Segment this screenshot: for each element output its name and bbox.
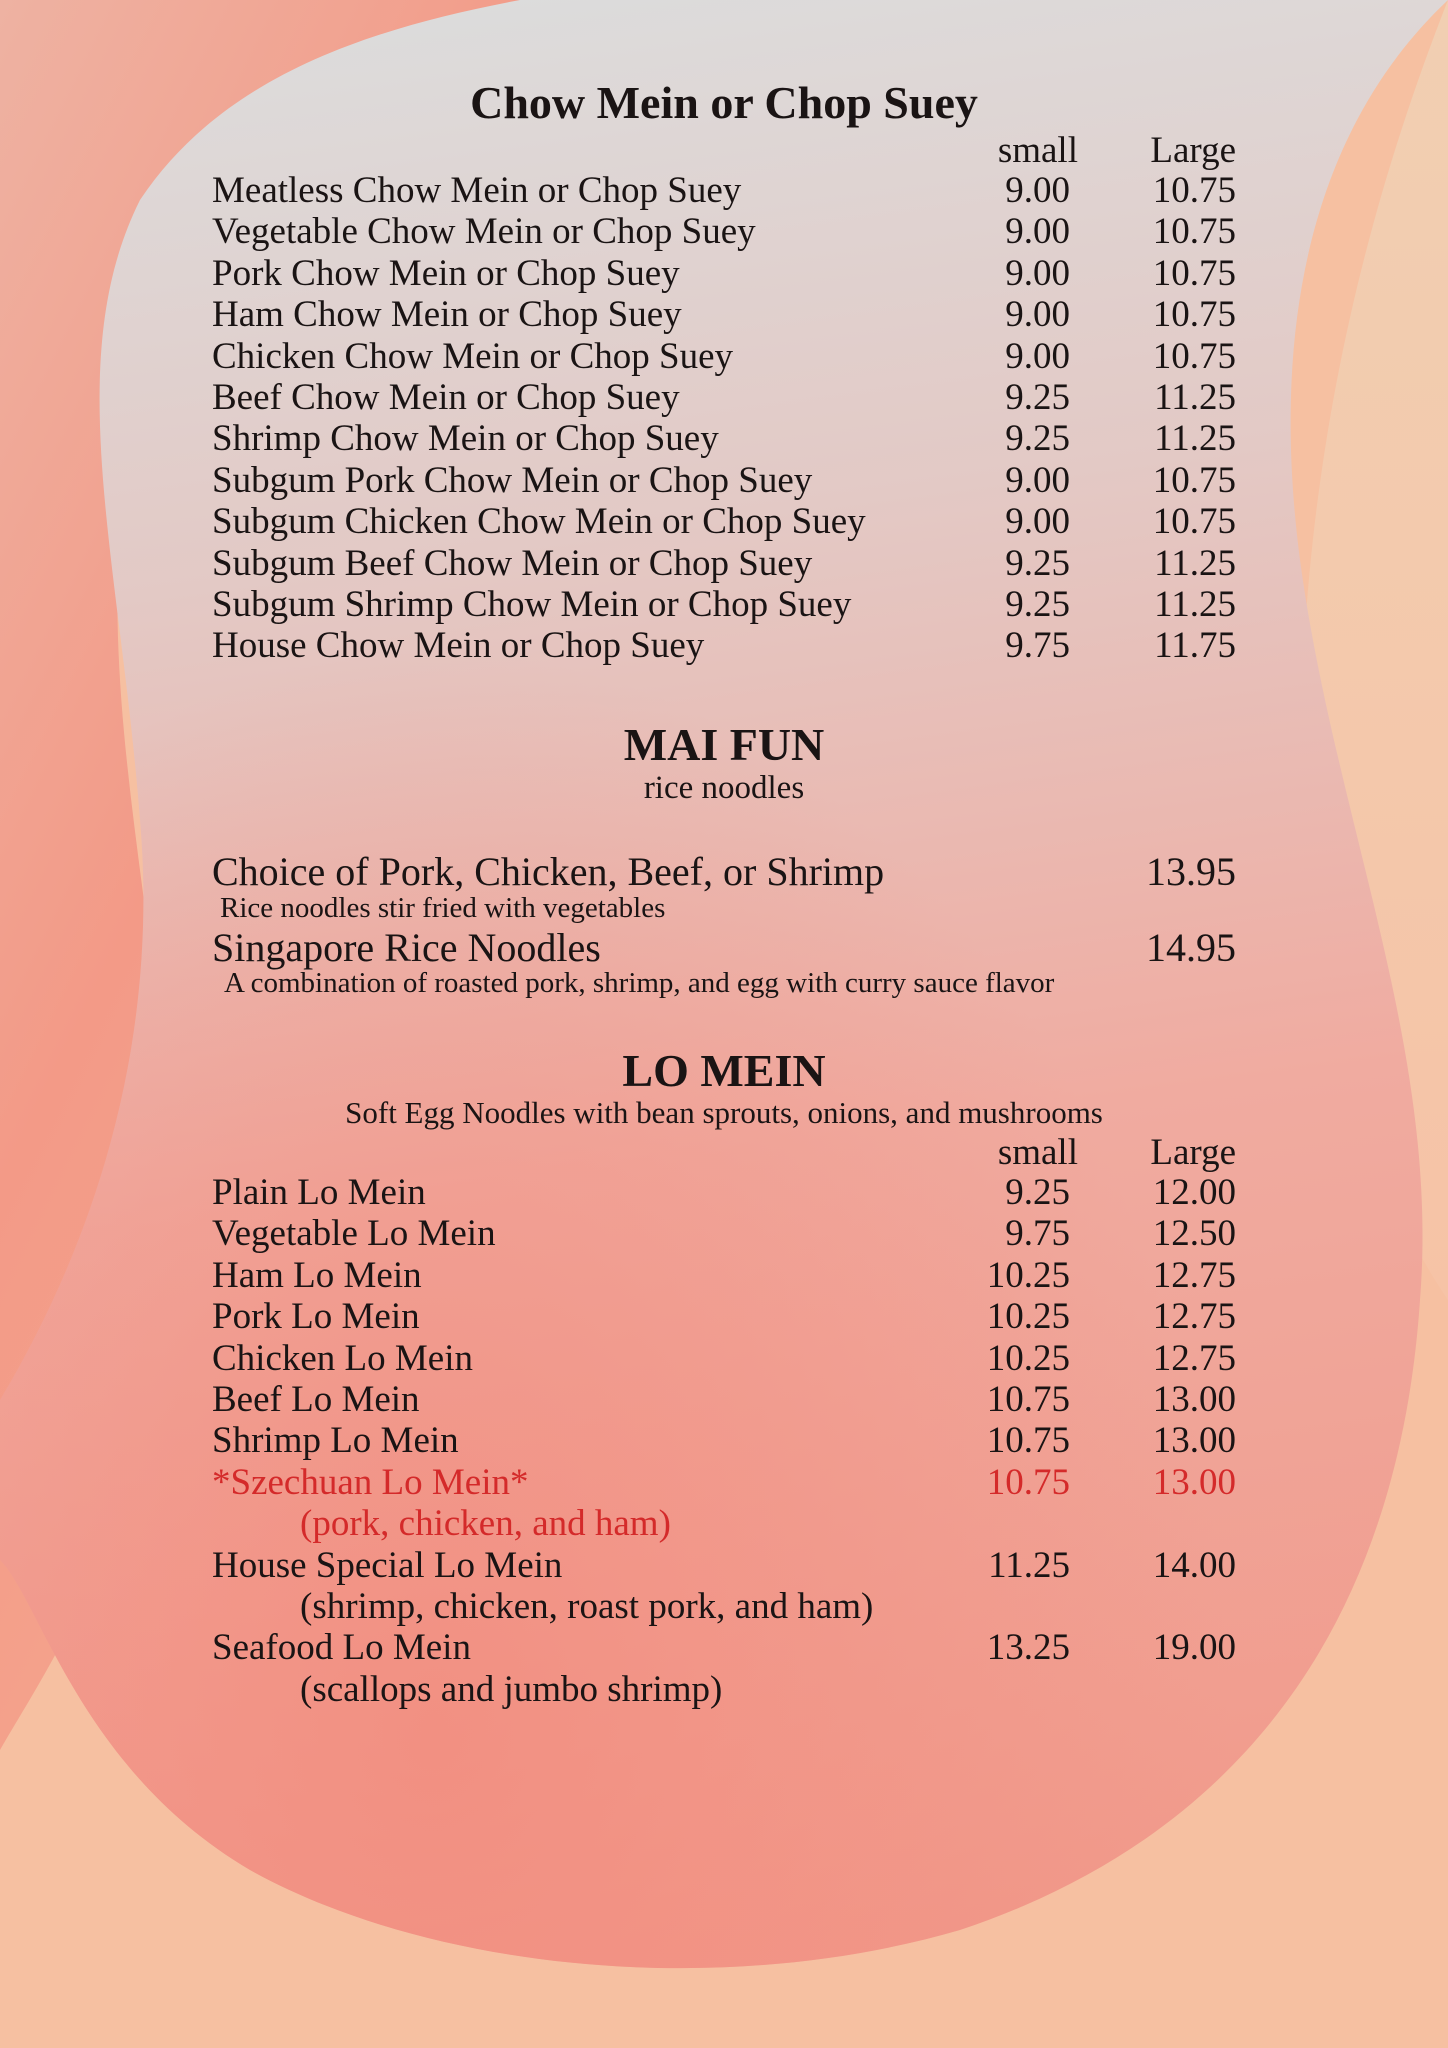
menu-item-note: (scallops and jumbo shrimp) — [300, 1668, 723, 1710]
large-price: 12.75 — [1152, 1296, 1236, 1338]
lo-mein-large-header: Large — [1150, 1132, 1236, 1173]
large-price: 12.00 — [1152, 1172, 1236, 1213]
menu-item-name: House Special Lo Mein — [212, 1544, 563, 1586]
small-price: 10.75 — [986, 1378, 1070, 1420]
menu-item-row — [212, 336, 1236, 377]
menu-item-name: Plain Lo Mein — [212, 1172, 426, 1213]
small-price: 9.00 — [1005, 252, 1070, 294]
chow-mein-small-header: small — [997, 130, 1078, 171]
large-price: 13.00 — [1152, 1461, 1236, 1503]
large-price: 10.75 — [1152, 170, 1236, 211]
menu-item-name: Singapore Rice Noodles — [212, 925, 601, 970]
large-price: 12.75 — [1152, 1254, 1236, 1296]
small-price: 10.75 — [986, 1461, 1070, 1503]
chow-mein-list — [212, 170, 1236, 667]
small-price: 9.25 — [1005, 1172, 1070, 1213]
menu-item-name: Chicken Lo Mein — [212, 1337, 474, 1379]
menu-item-row — [212, 584, 1236, 625]
small-price: 9.75 — [1005, 625, 1070, 667]
menu-item-row — [212, 460, 1236, 501]
menu-item-row — [212, 418, 1236, 459]
small-price: 9.00 — [1005, 294, 1070, 336]
small-price: 9.25 — [1005, 418, 1070, 460]
menu-item-row — [212, 1545, 1236, 1586]
large-price: 11.25 — [1154, 376, 1236, 418]
large-price: 11.25 — [1154, 418, 1236, 460]
small-price: 9.00 — [1005, 459, 1070, 501]
menu-item-name: Pork Lo Mein — [212, 1296, 420, 1338]
menu-item-row — [212, 377, 1236, 418]
large-price: 11.75 — [1154, 625, 1236, 667]
menu-item-name: Vegetable Chow Mein or Chop Suey — [212, 211, 756, 253]
large-price: 19.00 — [1152, 1627, 1236, 1669]
menu-item-name: Subgum Beef Chow Mein or Chop Suey — [212, 542, 813, 584]
menu-item-name: Choice of Pork, Chicken, Beef, or Shrimp — [212, 849, 885, 894]
menu-item-name: Chicken Chow Mein or Chop Suey — [212, 335, 734, 377]
mai-fun-title: MAI FUN — [623, 719, 825, 770]
menu-item-row — [212, 211, 1236, 252]
small-price: 9.00 — [1005, 211, 1070, 253]
menu-item-price: 13.95 — [1146, 849, 1236, 894]
lo-mein-small-header: small — [997, 1132, 1078, 1173]
large-price: 14.00 — [1152, 1544, 1236, 1586]
menu-item-row — [212, 1296, 1236, 1337]
lo-mein-title: LO MEIN — [622, 1045, 826, 1096]
small-price: 13.25 — [986, 1627, 1070, 1669]
large-price: 10.75 — [1152, 252, 1236, 294]
small-price: 9.00 — [1005, 335, 1070, 377]
large-price: 10.75 — [1152, 459, 1236, 501]
small-price: 10.75 — [986, 1420, 1070, 1462]
small-price: 9.75 — [1005, 1213, 1070, 1255]
menu-item-row — [212, 543, 1236, 584]
chow-mein-large-header: Large — [1150, 130, 1236, 171]
menu-item-description: Rice noodles stir fried with vegetables — [220, 892, 666, 924]
menu-item-row — [212, 1379, 1236, 1420]
menu-item-note-row — [212, 1503, 1236, 1544]
menu-item-row — [212, 625, 1236, 666]
small-price: 9.00 — [1005, 501, 1070, 543]
menu-item-row — [212, 1213, 1236, 1254]
menu-item-description: A combination of roasted pork, shrimp, and egg with curry sauce flavor — [224, 967, 1055, 999]
menu-item-row — [212, 1627, 1236, 1668]
menu-item-row — [212, 1255, 1236, 1296]
lo-mein-list — [212, 1172, 1236, 1710]
menu-item-name: Shrimp Chow Mein or Chop Suey — [212, 418, 719, 460]
small-price: 9.00 — [1005, 170, 1070, 211]
menu-item-name: *Szechuan Lo Mein* — [212, 1461, 529, 1503]
large-price: 10.75 — [1152, 211, 1236, 253]
menu-item-name: Ham Lo Mein — [212, 1254, 422, 1296]
small-price: 9.25 — [1005, 583, 1070, 625]
large-price: 13.00 — [1152, 1420, 1236, 1462]
menu-item-name: Meatless Chow Mein or Chop Suey — [212, 170, 742, 211]
small-price: 11.25 — [988, 1544, 1070, 1586]
menu-item-name: House Chow Mein or Chop Suey — [212, 625, 705, 667]
chow-mein-title: Chow Mein or Chop Suey — [470, 77, 978, 128]
menu-item-row — [212, 1462, 1236, 1503]
menu-item-name: Ham Chow Mein or Chop Suey — [212, 294, 682, 336]
large-price: 10.75 — [1152, 294, 1236, 336]
menu-item-name: Seafood Lo Mein — [212, 1627, 471, 1669]
menu-item-name: Vegetable Lo Mein — [212, 1213, 496, 1255]
menu-item-name: Beef Chow Mein or Chop Suey — [212, 376, 680, 418]
small-price: 10.25 — [986, 1337, 1070, 1379]
menu-item-note: (pork, chicken, and ham) — [300, 1503, 671, 1545]
menu-item-row — [212, 1172, 1236, 1213]
small-price: 9.25 — [1005, 376, 1070, 418]
menu-item-row — [212, 1338, 1236, 1379]
menu-item-row — [212, 1420, 1236, 1461]
menu-item-name: Pork Chow Mein or Chop Suey — [212, 252, 680, 294]
menu-item-name: Subgum Chicken Chow Mein or Chop Suey — [212, 501, 866, 543]
lo-mein-subtitle: Soft Egg Noodles with bean sprouts, onions, and mushrooms — [345, 1095, 1103, 1130]
small-price: 10.25 — [986, 1296, 1070, 1338]
large-price: 11.25 — [1154, 542, 1236, 584]
menu-item-name: Beef Lo Mein — [212, 1378, 420, 1420]
large-price: 10.75 — [1152, 335, 1236, 377]
menu-item-row — [212, 253, 1236, 294]
large-price: 11.25 — [1154, 583, 1236, 625]
large-price: 13.00 — [1152, 1378, 1236, 1420]
menu-item-name: Subgum Pork Chow Mein or Chop Suey — [212, 459, 813, 501]
menu-item-note-row — [212, 1669, 1236, 1710]
menu-item-row — [212, 294, 1236, 335]
large-price: 12.75 — [1152, 1337, 1236, 1379]
menu-item-row — [212, 501, 1236, 542]
menu-item-note-row — [212, 1586, 1236, 1627]
menu-item-note: (shrimp, chicken, roast pork, and ham) — [300, 1585, 874, 1627]
menu-item-row — [212, 170, 1236, 211]
mai-fun-subtitle: rice noodles — [643, 770, 805, 806]
small-price: 9.25 — [1005, 542, 1070, 584]
large-price: 10.75 — [1152, 501, 1236, 543]
large-price: 12.50 — [1152, 1213, 1236, 1255]
menu-item-price: 14.95 — [1146, 925, 1236, 970]
menu-item-name: Subgum Shrimp Chow Mein or Chop Suey — [212, 583, 852, 625]
small-price: 10.25 — [986, 1254, 1070, 1296]
menu-item-name: Shrimp Lo Mein — [212, 1420, 459, 1462]
